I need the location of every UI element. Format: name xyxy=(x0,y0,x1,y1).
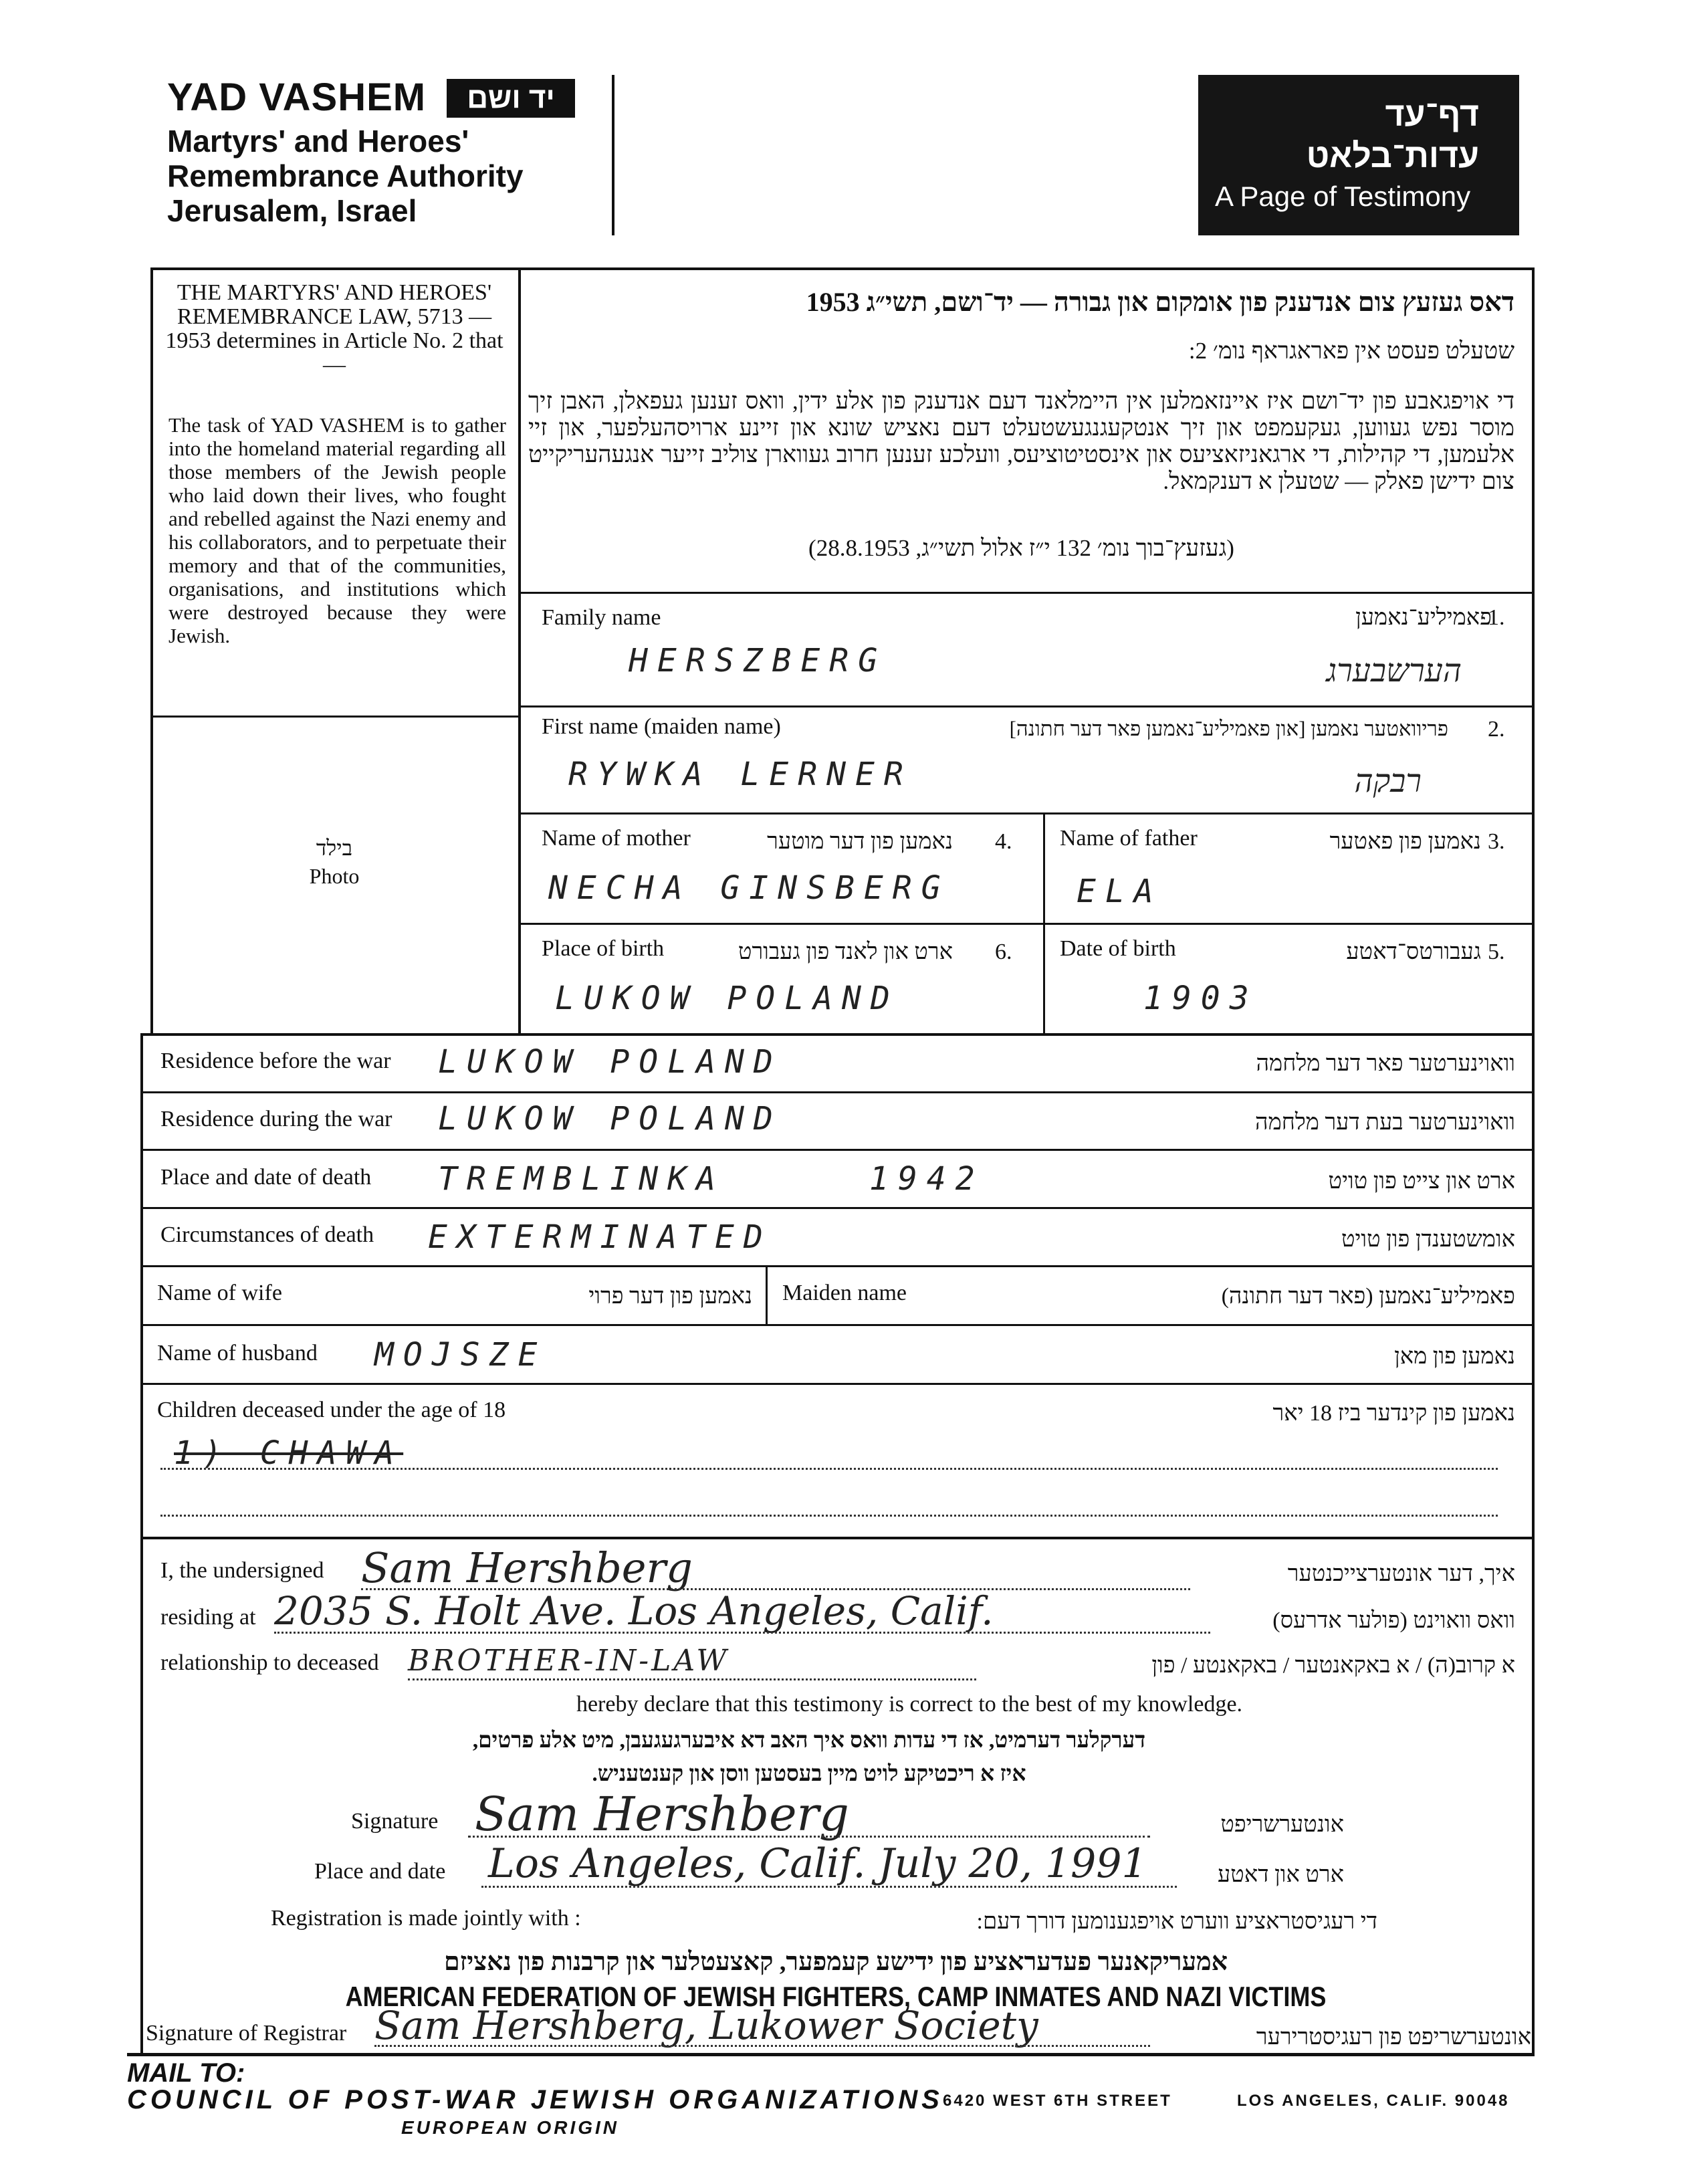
row-line-death xyxy=(143,1207,1532,1209)
first-name-hebrew-value[interactable]: רבקה xyxy=(1354,762,1422,800)
family-name-hebrew-value[interactable]: הערשבערג xyxy=(1326,652,1462,689)
row-line-children xyxy=(140,1537,1535,1539)
org-name: YAD VASHEM xyxy=(167,76,427,119)
circumstances-hebrew: אומשטענדן פון טויט xyxy=(1341,1227,1515,1252)
council-name: COUNCIL OF POST-WAR JEWISH ORGANIZATIONS xyxy=(127,2085,943,2114)
row-line-res-before xyxy=(143,1091,1532,1093)
declaration-hebrew-2: איז א ריכטיקע לויט מיין בעסטען ווסן און קענטעניש. xyxy=(592,1762,1026,1786)
field-4-number: 4. xyxy=(995,829,1012,854)
children-label: Children deceased under the age of 18 xyxy=(157,1398,506,1422)
family-name-hebrew: פאמיליע־נאמען xyxy=(1355,605,1492,630)
wife-divider xyxy=(766,1267,768,1324)
parents-divider xyxy=(1043,814,1045,1033)
row-line-parents xyxy=(521,923,1532,925)
first-name-hebrew: פריוואטער נאמען [און פאמיליע־נאמען פאר דער חתונה] xyxy=(1009,717,1448,740)
residing-hebrew: וואס וואוינט (פולער אדרעס) xyxy=(1272,1608,1515,1633)
frame-top xyxy=(150,267,1535,270)
children-dotted-line-1 xyxy=(160,1468,1498,1470)
mother-label: Name of mother xyxy=(542,826,691,851)
mother-value[interactable]: NECHA GINSBERG xyxy=(548,869,950,907)
frame-right xyxy=(1532,267,1535,1538)
husband-hebrew: נאמען פון מאן xyxy=(1394,1344,1515,1369)
residence-before-hebrew: וואוינערטער פאר דער מלחמה xyxy=(1256,1051,1515,1076)
death-place-value[interactable]: TREMBLINKA xyxy=(438,1160,725,1198)
death-year-value[interactable]: 1942 xyxy=(869,1160,984,1198)
title-english: A Page of Testimony xyxy=(1215,181,1471,212)
signature-value[interactable]: Sam Hershberg xyxy=(475,1787,849,1842)
row-line-statement xyxy=(521,592,1532,594)
residence-during-hebrew: וואוינערטער בעת דער מלחמה xyxy=(1255,1110,1515,1135)
title-hebrew-1: דף־עד xyxy=(1385,96,1479,133)
father-hebrew: נאמען פון פאטער xyxy=(1329,829,1481,854)
wife-label: Name of wife xyxy=(157,1281,282,1305)
circumstances-value[interactable]: EXTERMINATED xyxy=(428,1218,772,1256)
signature-hebrew: אונטערשריפט xyxy=(1220,1812,1344,1837)
decl-frame-left xyxy=(140,1537,143,2055)
birth-place-hebrew: ארט און לאנד פון געבורט xyxy=(738,940,953,964)
registrar-hebrew: אונטערשריפט פון רעגיסטרירער xyxy=(1256,2025,1531,2050)
title-hebrew-2: עדות־בלאט xyxy=(1306,137,1479,175)
field-5-number: 5. xyxy=(1488,940,1505,964)
field-6-number: 6. xyxy=(995,940,1012,964)
frame-left-lower xyxy=(140,1033,143,1538)
row-line-husband xyxy=(143,1383,1532,1385)
relationship-hebrew: א קרוב(ה) / א באקאנטער / באקאנטע / פון xyxy=(1151,1653,1515,1678)
law-header: THE MARTYRS' AND HEROES' REMEMBRANCE LAW, 5713 — 1953 determines in Article No. 2 that — xyxy=(165,280,503,377)
place-date-label: Place and date xyxy=(314,1859,446,1884)
place-date-hebrew: ארט און דאטע xyxy=(1218,1862,1344,1887)
org-line-3: Jerusalem, Israel xyxy=(167,193,417,228)
row-line-wife xyxy=(143,1324,1532,1326)
family-name-value[interactable]: HERSZBERG xyxy=(629,642,887,679)
undersigned-hebrew: איך, דער אונטערצייכנטער xyxy=(1287,1561,1515,1586)
maiden-hebrew: פאמיליע־נאמען (פאר דער חתונה) xyxy=(1221,1284,1515,1309)
children-value[interactable]: 1) CHAWA xyxy=(174,1434,404,1472)
relationship-value[interactable]: BROTHER-IN-LAW xyxy=(408,1644,729,1678)
footer-street: 6420 WEST 6TH STREET xyxy=(943,2092,1172,2110)
field-2-number: 2. xyxy=(1488,717,1505,742)
org-line-1: Martyrs' and Heroes' xyxy=(167,124,469,158)
field-3-number: 3. xyxy=(1488,829,1505,854)
declaration-english: hereby declare that this testimony is correct to the best of my knowledge. xyxy=(576,1692,1243,1717)
death-label: Place and date of death xyxy=(160,1165,372,1190)
sidebar-photo-line xyxy=(153,716,518,718)
residing-dotted-line xyxy=(274,1632,1210,1634)
signature-dotted-line xyxy=(468,1836,1150,1838)
row-line-first xyxy=(521,812,1532,814)
signature-label: Signature xyxy=(351,1809,439,1834)
org-line-2: Remembrance Authority xyxy=(167,158,524,193)
residence-before-value[interactable]: LUKOW POLAND xyxy=(438,1043,782,1081)
undersigned-value[interactable]: Sam Hershberg xyxy=(361,1543,693,1592)
husband-value[interactable]: MOJSZE xyxy=(374,1336,547,1374)
row-line-birth xyxy=(140,1033,1535,1036)
birth-place-value[interactable]: LUKOW POLAND xyxy=(555,980,899,1017)
statement-subtitle: שטעלט פעסט אין פאראגראף נומ׳ 2: xyxy=(1188,338,1514,364)
residing-value[interactable]: 2035 S. Holt Ave. Los Angeles, Calif. xyxy=(274,1588,994,1634)
declaration-hebrew-1: דערקלער דערמיט, אז די עדות וואס איך האב דא איבערגעגעבן, מיט אלע פרטים, xyxy=(472,1729,1146,1753)
mail-to-label: MAIL TO: xyxy=(127,2058,245,2088)
law-text: The task of YAD VASHEM is to gather into the homeland material regarding all those members of the Jewish people who laid down their lives, who fought and rebelled against the Nazi enemy and his collaborators, and to perpetuate their memory and that of the communities, organisations, and institutions which were destroyed because they were Jewish. xyxy=(168,413,506,647)
registrar-label: Signature of Registrar xyxy=(146,2021,347,2046)
husband-label: Name of husband xyxy=(157,1341,318,1366)
father-value[interactable]: ELA xyxy=(1077,873,1163,910)
sidebar-divider xyxy=(518,267,521,1033)
field-1-number: 1. xyxy=(1488,605,1505,630)
federation-hebrew: אמעריקאנער פעדעראציע פון ידישע קעמפער, קאצעטלער און קרבנות פון נאציזם xyxy=(443,1948,1228,1976)
family-name-label: Family name xyxy=(542,605,661,630)
frame-left-upper xyxy=(150,267,153,1033)
residence-during-label: Residence during the war xyxy=(160,1107,392,1131)
mother-hebrew: נאמען פון דער מוטער xyxy=(767,829,953,854)
residence-during-value[interactable]: LUKOW POLAND xyxy=(438,1100,782,1137)
children-hebrew: נאמען פון קינדער ביז 18 יאר xyxy=(1272,1401,1515,1426)
father-label: Name of father xyxy=(1060,826,1198,851)
first-name-label: First name (maiden name) xyxy=(542,714,781,739)
wife-hebrew: נאמען פון דער פרוי xyxy=(588,1284,752,1309)
decl-frame-bottom xyxy=(127,2053,1535,2056)
registrar-value[interactable]: Sam Hershberg, Lukower Society xyxy=(374,2003,1038,2048)
residing-label: residing at xyxy=(160,1605,256,1630)
registration-hebrew: די רעגיסטראציע ווערט אויפגענומען דורך דעם: xyxy=(976,1909,1377,1934)
birth-place-label: Place of birth xyxy=(542,936,665,961)
statement-title: דאס געזעץ צום אנדענק פון אומקום און גבורה — יד־ושם, תשי״ג 1953 xyxy=(806,287,1514,317)
photo-label: Photo xyxy=(309,864,360,888)
relationship-label: relationship to deceased xyxy=(160,1650,379,1675)
footer-city: LOS ANGELES, CALIF. 90048 xyxy=(1237,2092,1510,2110)
maiden-label: Maiden name xyxy=(782,1281,907,1305)
title-box xyxy=(1198,75,1519,235)
circumstances-label: Circumstances of death xyxy=(160,1222,374,1247)
birth-date-label: Date of birth xyxy=(1060,936,1176,961)
statement-body: די אויפגאבע פון יד־ושם איז איינזאמלען אין היימלאנד דעם אנדענק פון אלע ידין, וואס זענען געפאלן, האבן זיך מוסר נפש געווען, געקעמפט און זיך אנטקעגנגעשטעלט דעם נאציש שונא און זיינע ארויסהעלפער, און זיי אלעמען, די קהילות, די ארגאניזאציעס און אינסטיטוציעס, וועלכע זענען חרוב געווארן צוליב זייער אנגעהעריקייט צום ידישן פאלק — שטעלן א דענקמאל. xyxy=(528,388,1514,494)
row-line-family xyxy=(521,705,1532,707)
photo-label-hebrew: בילד xyxy=(316,836,353,860)
statement-citation: (געזעץ־בוך נומ׳ 132 י״ז אלול תשי״ג, 28.8.1953) xyxy=(808,535,1234,561)
birth-date-hebrew: געבורטס־דאטע xyxy=(1346,940,1481,964)
federation-english: AMERICAN FEDERATION OF JEWISH FIGHTERS, CAMP INMATES AND NAZI VICTIMS xyxy=(345,1980,1327,2012)
org-hebrew-logo: יד ושם xyxy=(447,79,575,118)
residence-before-label: Residence before the war xyxy=(160,1049,391,1073)
registrar-dotted-line xyxy=(374,2045,1150,2047)
council-origin: EUROPEAN ORIGIN xyxy=(401,2117,620,2138)
death-hebrew: ארט און צייט פון טויט xyxy=(1328,1169,1515,1194)
first-name-value[interactable]: RYWKA LERNER xyxy=(568,756,913,793)
place-date-dotted-line xyxy=(481,1886,1177,1888)
undersigned-label: I, the undersigned xyxy=(160,1558,324,1583)
registration-label: Registration is made jointly with : xyxy=(271,1906,581,1931)
row-line-circ xyxy=(143,1265,1532,1267)
relationship-dotted-line xyxy=(408,1678,976,1680)
birth-date-value[interactable]: 1903 xyxy=(1143,980,1258,1017)
header-divider xyxy=(612,75,614,235)
place-date-value[interactable]: Los Angeles, Calif. July 20, 1991 xyxy=(488,1840,1147,1887)
decl-frame-right xyxy=(1532,1537,1535,2055)
row-line-res-during xyxy=(143,1149,1532,1151)
children-dotted-line-2 xyxy=(160,1515,1498,1517)
